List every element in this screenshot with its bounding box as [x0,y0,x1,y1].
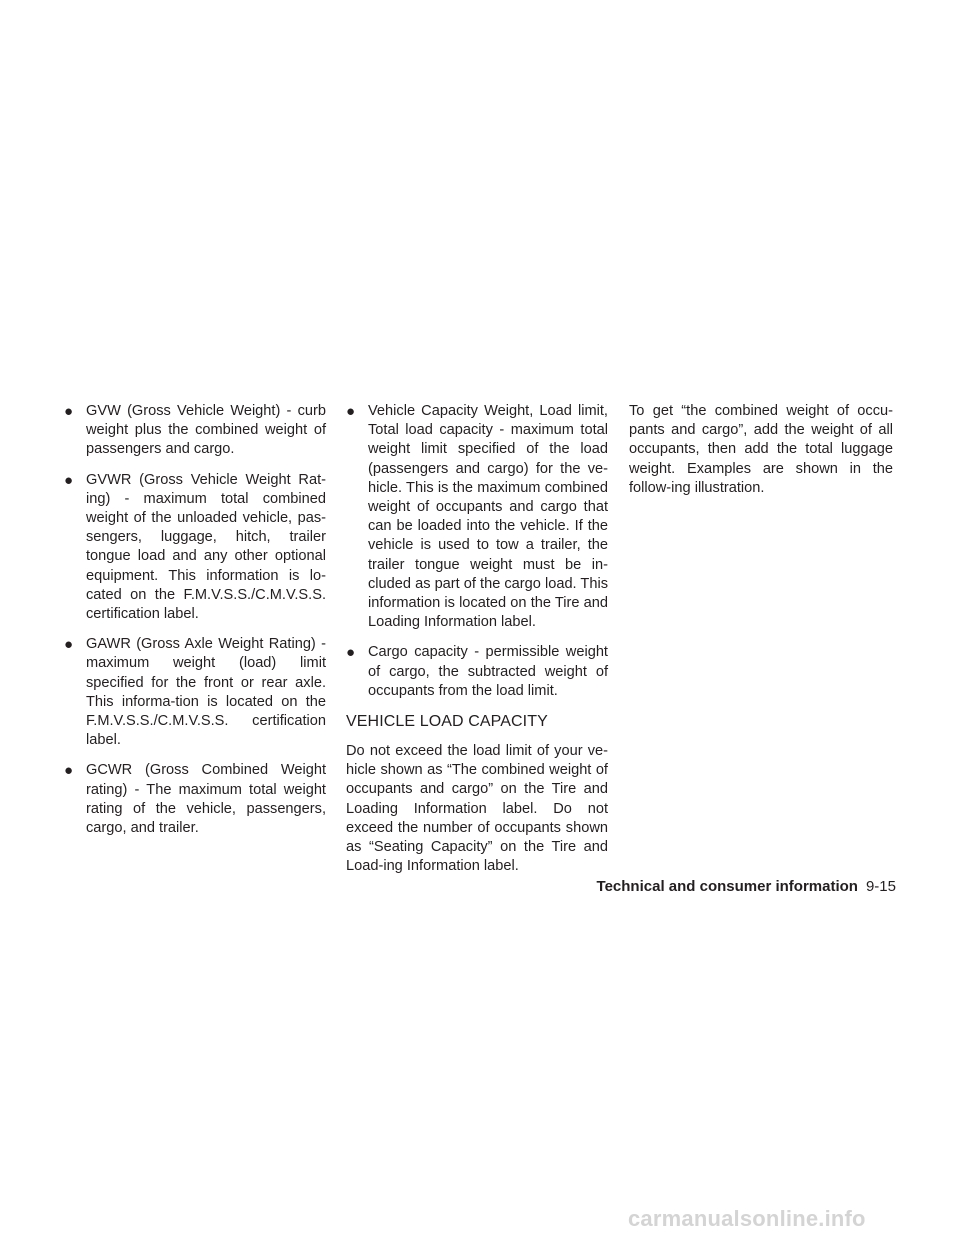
bullet-icon: ● [64,762,74,780]
bullet-icon: ● [64,471,74,489]
list-item-text: GAWR (Gross Axle Weight Rating) - maximum weight (load) limit specified for the front or rear axle. This informa-tion is located on the F.M.V.S.S./C.M.V.S.S. certification label. [86,636,326,749]
list-item-text: GVWR (Gross Vehicle Weight Rat-ing) - maximum total combined weight of the unloaded vehicle, pas-sengers, luggage, hitch, trailer tongue load and any other optional equipment. This information is lo-cated on the F.M.V.S.S./C.M.V.S.S. certification label. [86,471,326,623]
list-item-text: GVW (Gross Vehicle Weight) - curb weight plus the combined weight of passengers and cargo. [86,403,326,458]
list-item-gawr [64,635,326,750]
page-footer [597,877,896,897]
page-number: 9-15 [865,878,896,895]
column-right [629,402,893,498]
list-item-gvwr [64,471,326,625]
list-item-gvw [64,402,326,460]
column-left [64,402,326,849]
watermark-logo: carmanualsonline.info [628,1206,866,1231]
list-item-vehicle-capacity-weight [346,402,608,632]
section-heading: VEHICLE LOAD CAPACITY [346,713,548,731]
list-item-cargo-capacity [346,643,608,701]
footer-section-title: Technical and consumer information [596,878,858,895]
section-paragraph: Do not exceed the load limit of your ve-hicle shown as “The combined weight of occupants and cargo” on the Tire and Loading Information label. Do not exceed the number of occupants shown as “Seating Capacity” on the Tire and Load-ing Information label. [346,743,608,875]
bullet-icon: ● [64,636,74,654]
list-item-text: Vehicle Capacity Weight, Load limit, Total load capacity - maximum total weight limit specified of the load (passengers and cargo) for the ve-hicle. This is the maximum combined weight of occupants and cargo that can be loaded into the vehicle. If the vehicle is used to tow a trailer, the trailer tongue weight must be in-cluded as part of the cargo load. This information is located on the Tire and Loading Information label. [368,403,608,631]
bullet-icon: ● [64,403,74,420]
bullet-icon: ● [346,644,356,662]
bullet-icon: ● [346,403,356,420]
list-item-text: Cargo capacity - permissible weight of cargo, the subtracted weight of occupants from the load limit. [368,644,608,699]
column-middle [346,402,608,876]
list-item-text: GCWR (Gross Combined Weight rating) - The maximum total weight rating of the vehicle, passengers, cargo, and trailer. [86,762,326,837]
list-item-gcwr [64,761,326,838]
body-paragraph: To get “the combined weight of occu-pants and cargo”, add the weight of all occupants, then add the total luggage weight. Examples are shown in the follow-ing illustration. [629,403,893,496]
